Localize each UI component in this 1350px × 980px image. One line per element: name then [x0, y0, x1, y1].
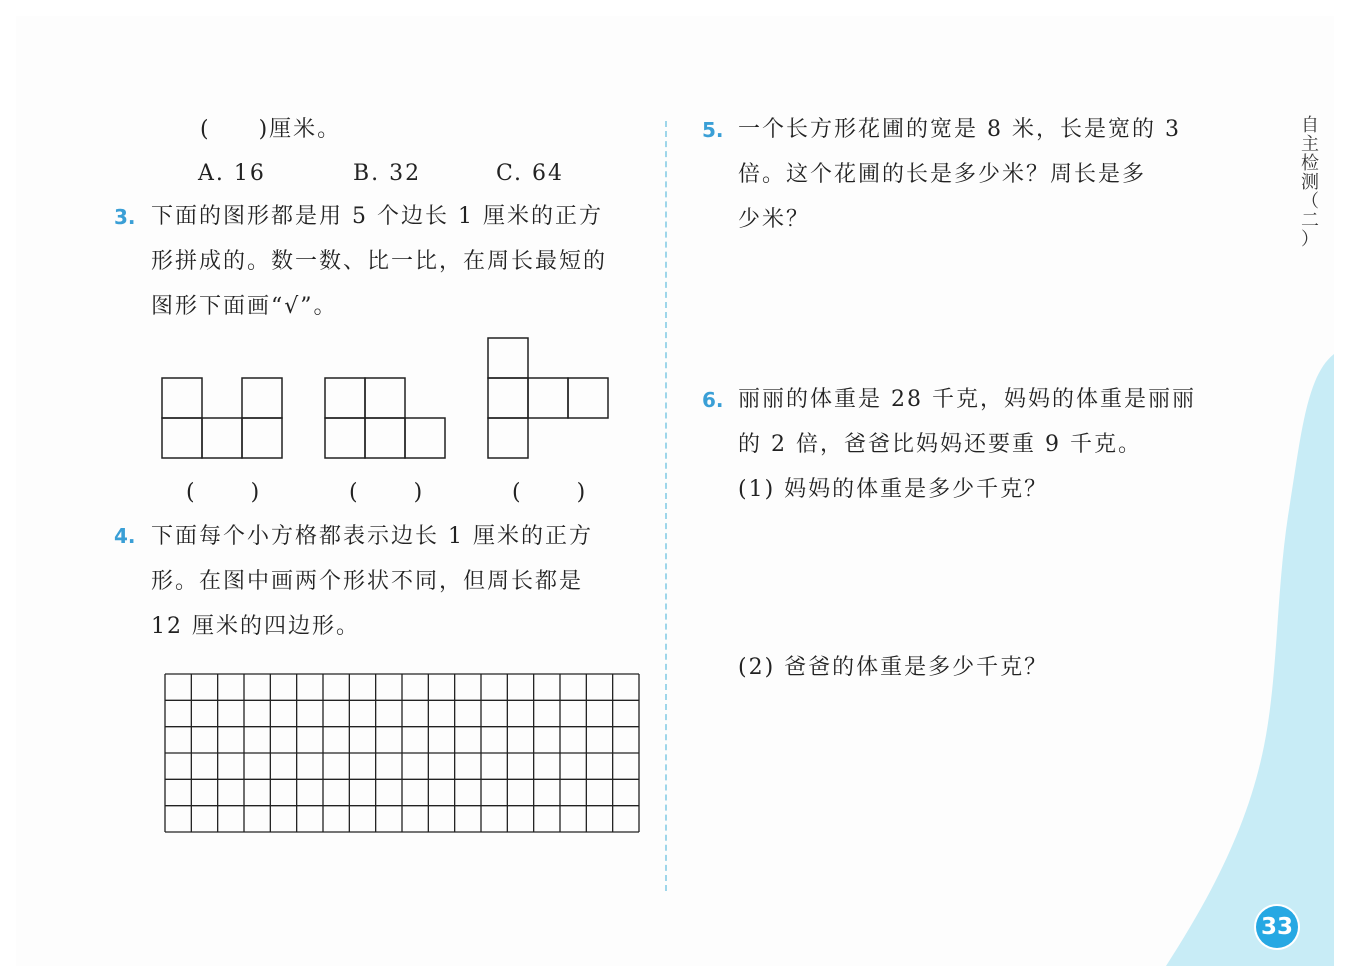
- q2-option-a: A. 16: [198, 161, 266, 186]
- q4-text-line: 形。在图中画两个形状不同，但周长都是: [151, 569, 584, 594]
- q2-answer-blank: ( )厘米。: [200, 117, 342, 142]
- q2-option-c: C. 64: [496, 161, 565, 186]
- q5-text-line: 少米？: [738, 207, 811, 232]
- page-number-badge: 33: [1256, 906, 1298, 948]
- q3-text-line: 图形下面画“√”。: [151, 294, 338, 319]
- q3-answer-blank-3[interactable]: ( ): [512, 480, 590, 505]
- q6-number: 6.: [702, 388, 724, 412]
- q5-number: 5.: [702, 118, 724, 142]
- q3-answer-blank-1[interactable]: ( ): [186, 480, 264, 505]
- q3-shape-2: [325, 378, 447, 458]
- q6-subquestion-1: (1) 妈妈的体重是多少千克？: [738, 477, 1049, 502]
- q5-text-line: 一个长方形花圃的宽是 8 米，长是宽的 3: [738, 117, 1181, 142]
- q3-shape-1: [162, 378, 284, 458]
- q6-subquestion-2: (2) 爸爸的体重是多少千克？: [738, 655, 1049, 680]
- q5-text-line: 倍。这个花圃的长是多少米？周长是多: [738, 162, 1147, 187]
- section-side-label: 自 主 检 测 （ 二 ）: [1301, 115, 1319, 250]
- q3-text-line: 形拼成的。数一数、比一比，在周长最短的: [151, 249, 608, 274]
- q6-text-line: 的 2 倍，爸爸比妈妈还要重 9 千克。: [738, 432, 1142, 457]
- q4-text-line: 下面每个小方格都表示边长 1 厘米的正方: [151, 524, 593, 549]
- q2-option-b: B. 32: [353, 161, 422, 186]
- q4-text-line: 12 厘米的四边形。: [151, 614, 360, 639]
- column-divider: [665, 121, 667, 891]
- q3-number: 3.: [114, 205, 136, 229]
- q3-text-line: 下面的图形都是用 5 个边长 1 厘米的正方: [151, 204, 603, 229]
- q4-drawing-grid[interactable]: [164, 673, 640, 833]
- q6-text-line: 丽丽的体重是 28 千克，妈妈的体重是丽丽: [738, 387, 1196, 412]
- q4-number: 4.: [114, 524, 136, 548]
- workbook-page: [16, 16, 1334, 966]
- q3-answer-blank-2[interactable]: ( ): [349, 480, 427, 505]
- q3-shape-3: [488, 338, 610, 458]
